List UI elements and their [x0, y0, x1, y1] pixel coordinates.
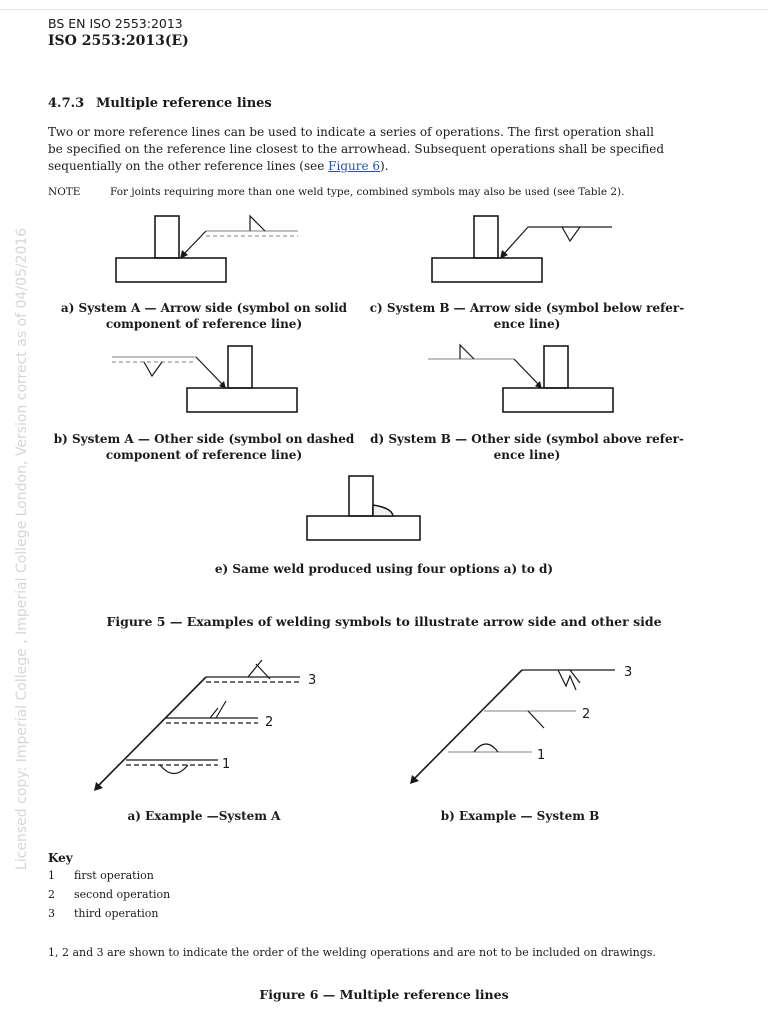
figure-5c-caption	[362, 300, 692, 332]
figure-6b-diagram	[410, 665, 632, 784]
figure-5c-caption-line-1: c) System B — Arrow side (symbol below refer-	[369, 301, 685, 315]
figure-5d-caption-line-2: ence line)	[493, 448, 561, 462]
key-item-number: 3	[48, 907, 55, 920]
note-label: NOTE	[48, 186, 81, 198]
section-number: 4.7.3	[48, 96, 85, 111]
figure-6a-label-1: 1	[222, 757, 231, 772]
closing-note: 1, 2 and 3 are shown to indicate the order of the welding operations and are not to be included on drawings.	[48, 946, 656, 959]
key-title: Key	[48, 851, 73, 865]
figure-6b-label-1: 1	[537, 748, 546, 763]
key-item	[48, 869, 154, 882]
key-item-text: third operation	[74, 907, 159, 920]
key-item-number: 1	[48, 869, 55, 882]
figure-5a-caption-line-2: component of reference line)	[105, 317, 303, 331]
figure-5d-caption-line-1: d) System B — Other side (symbol above refer-	[370, 432, 684, 446]
figure-5e-caption: e) Same weld produced using four options a) to d)	[214, 562, 554, 576]
figure-5b-caption-line-2: component of reference line)	[105, 448, 303, 462]
standard-reference: BS EN ISO 2553:2013	[48, 16, 183, 31]
figure-6a-label-3: 3	[308, 673, 317, 688]
iso-reference: ISO 2553:2013(E)	[48, 33, 189, 49]
figure-5a-caption-line-1: a) System A — Arrow side (symbol on solid	[60, 301, 348, 315]
body-line-3-end: ).	[380, 159, 389, 173]
body-line-1: Two or more reference lines can be used to indicate a series of operations. The first operation shall	[48, 125, 654, 139]
key-item-text: second operation	[74, 888, 171, 901]
figure-5d-diagram	[428, 345, 613, 412]
key-item-number: 2	[48, 888, 55, 901]
figure-6b-label-3: 3	[624, 665, 633, 680]
figure-5c-caption-line-2: ence line)	[493, 317, 561, 331]
figure-5e-diagram	[307, 476, 420, 540]
license-watermark: Licensed copy: Imperial College , Imperial College London, Version correct as of 04/05/2016	[14, 227, 30, 870]
figure-5b-diagram	[112, 346, 297, 412]
figure-6a-caption: a) Example —System A	[127, 809, 281, 823]
figure-5-title: Figure 5 — Examples of welding symbols to illustrate arrow side and other side	[106, 614, 662, 629]
figure-6b-caption: b) Example — System B	[440, 809, 600, 823]
key-item-text: first operation	[74, 869, 154, 882]
figure-5a-caption	[48, 300, 360, 332]
note-text: For joints requiring more than one weld type, combined symbols may also be used (see Table 2).	[110, 186, 625, 198]
figure-5d-caption	[362, 431, 692, 463]
figure-6a-label-2: 2	[265, 715, 274, 730]
figure-5c-diagram	[432, 216, 612, 282]
section-title: Multiple reference lines	[96, 96, 272, 111]
figure-5b-caption-line-1: b) System A — Other side (symbol on dashed	[53, 432, 355, 446]
figure-6a-diagram	[94, 660, 316, 791]
figure-6-drawings	[0, 640, 768, 810]
figure-6b-label-2: 2	[582, 707, 591, 722]
figure-6-title: Figure 6 — Multiple reference lines	[259, 987, 509, 1002]
figure-6-link[interactable]: Figure 6	[328, 159, 381, 173]
body-line-2: be specified on the reference line closest to the arrowhead. Subsequent operations shall be specified	[48, 142, 665, 156]
key-item	[48, 888, 170, 901]
figure-5a-diagram	[116, 216, 298, 282]
body-line-3-start: sequentially on the other reference lines (see	[48, 159, 329, 173]
figure-5b-caption	[48, 431, 360, 463]
key-item	[48, 907, 158, 920]
